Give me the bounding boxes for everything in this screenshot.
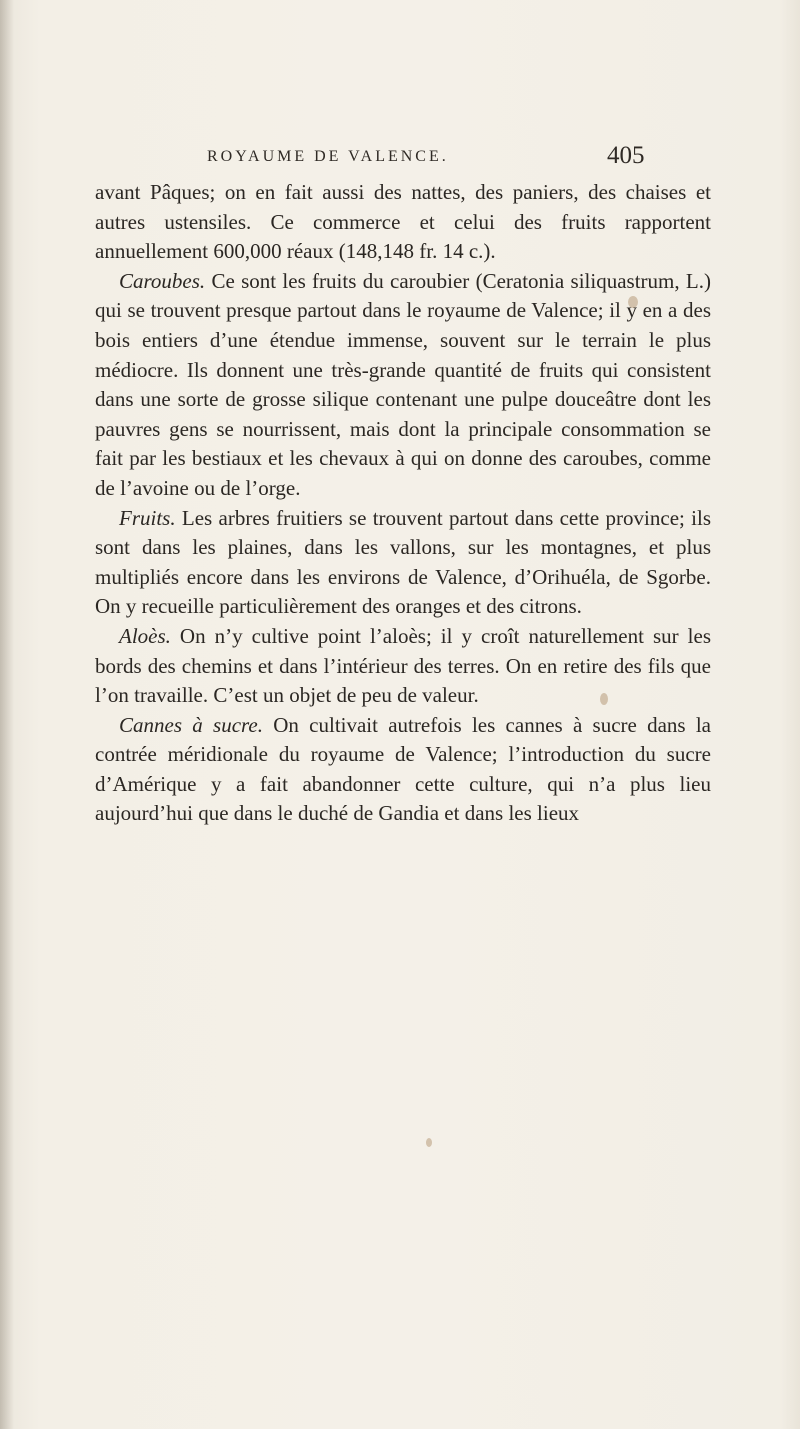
foxing-spot — [628, 296, 638, 308]
paragraph-text: Ce sont les fruits du caroubier (Ceratonia siliquastrum, L.) qui se trouvent presque partout dans le royaume de Valence; il y en a des bois entiers d’une étendue immense, souvent sur le terrain le plus médiocre. Ils donnent une très-grande quantité de fruits qui consistent dans une sorte de grosse silique contenant une pulpe douceâtre dont les pauvres gens se nourrissent, mais dont la principale consommation se fait par les bestiaux et les chevaux à qui on donne des caroubes, comme de l’avoine ou de l’orge. — [95, 268, 711, 500]
paragraph-lead: Fruits. — [119, 505, 176, 530]
running-title: ROYAUME DE VALENCE. — [207, 148, 449, 165]
page-edge-shadow — [0, 0, 14, 1429]
paragraph-lead: Caroubes. — [119, 268, 206, 293]
paragraph-text: avant Pâques; on en fait aussi des nattes, des paniers, des chaises et autres ustensiles. Ce commerce et celui des fruits rapportent annuellement 600,000 réaux (148,148 fr. 14 c.). — [95, 180, 711, 264]
paragraph-intro — [95, 178, 711, 267]
paragraph-fruits — [95, 504, 711, 622]
paragraph-aloes — [95, 622, 711, 711]
paragraph-lead: Cannes à sucre. — [119, 712, 263, 737]
paragraph-caroubes — [95, 267, 711, 504]
foxing-spot — [426, 1138, 432, 1147]
page-number: 405 — [607, 142, 645, 169]
running-head — [207, 142, 687, 172]
foxing-spot — [600, 693, 608, 705]
paragraph-lead: Aloès. — [119, 623, 171, 648]
paragraph-text: Les arbres fruitiers se trouvent partout dans cette province; ils sont dans les plaines, dans les vallons, sur les montagnes, et plus multipliés encore dans les environs de Valence, d’Orihuéla, de Sgorbe. On y recueille particulièrement des oranges et des citrons. — [95, 505, 711, 619]
paragraph-text: On cultivait autrefois les cannes à sucre dans la contrée méridionale du royaume de Valence; l’introduction du sucre d’Amérique y a fait abandonner cette culture, qui n’a plus lieu aujourd’hui que dans le duché de Gandia et dans les lieux — [95, 712, 711, 826]
paragraph-text: On n’y cultive point l’aloès; il y croît naturellement sur les bords des chemins et dans l’intérieur des terres. On en retire des fils que l’on travaille. C’est un objet de peu de valeur. — [95, 623, 711, 708]
body-text — [95, 178, 711, 829]
paragraph-cannes — [95, 711, 711, 829]
